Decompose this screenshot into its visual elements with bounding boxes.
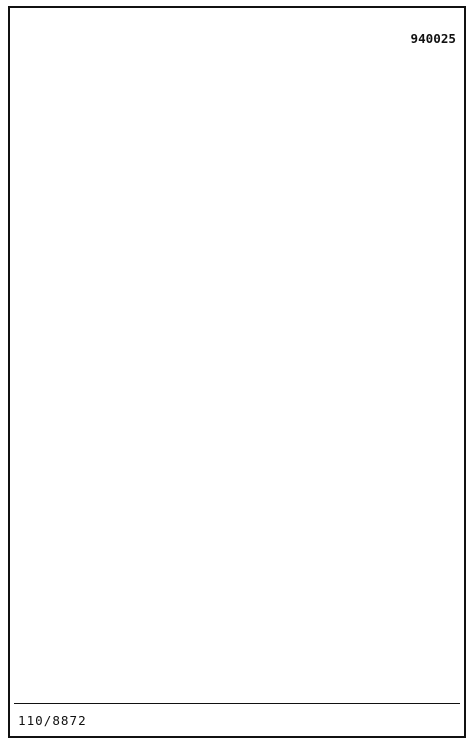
reference-number: 110/8872 — [18, 712, 87, 728]
notice-title — [16, 12, 458, 16]
notice-footer — [18, 710, 456, 730]
case-number: 940025 — [410, 31, 456, 46]
notice-body — [18, 28, 456, 696]
footer-divider — [14, 703, 460, 704]
